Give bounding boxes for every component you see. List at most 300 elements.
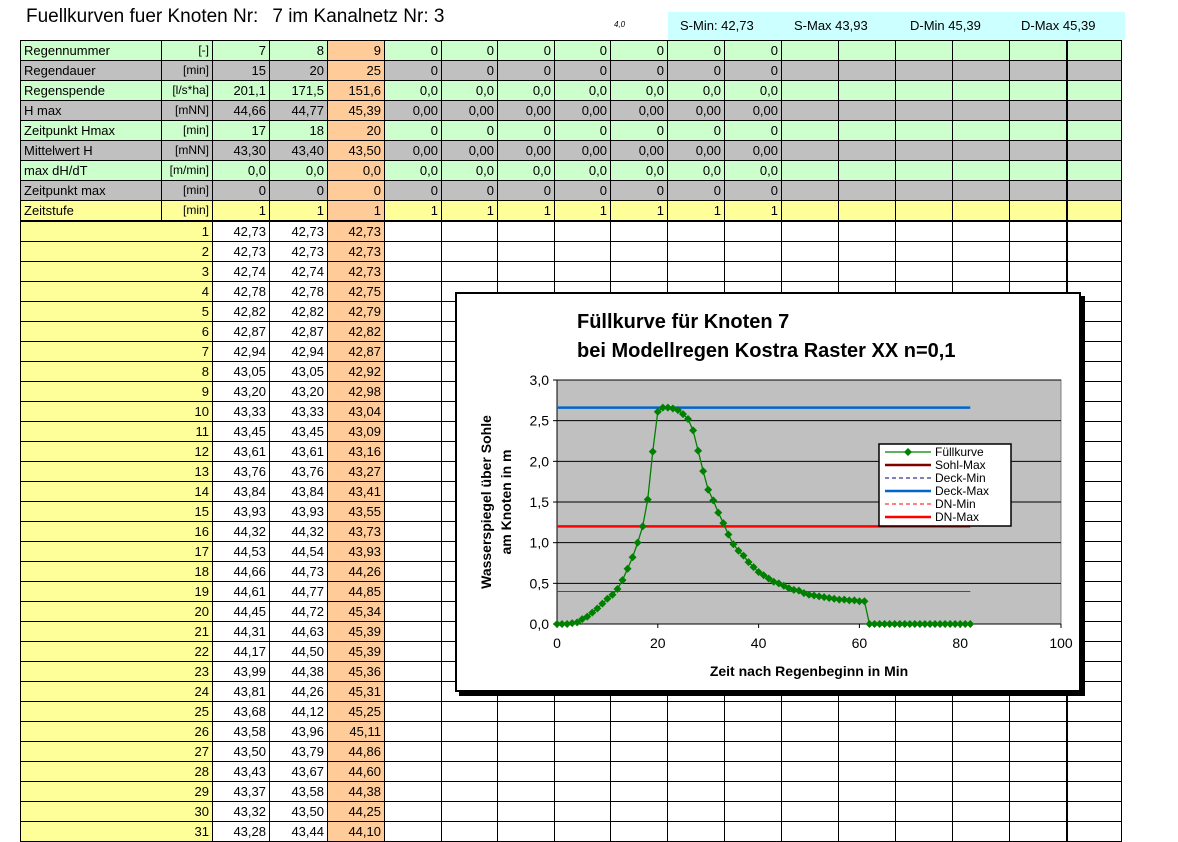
- value-cell[interactable]: 44,60: [328, 762, 385, 782]
- empty-cell[interactable]: [839, 782, 896, 802]
- param-label[interactable]: Regenspende: [21, 81, 162, 101]
- time-step-cell[interactable]: 10: [21, 402, 213, 422]
- empty-cell[interactable]: [896, 822, 953, 842]
- value-cell[interactable]: 44,50: [270, 642, 328, 662]
- value-cell[interactable]: 44,63: [270, 622, 328, 642]
- empty-cell[interactable]: [725, 822, 782, 842]
- empty-cell[interactable]: [385, 662, 442, 682]
- empty-cell[interactable]: [1067, 702, 1122, 722]
- value-cell[interactable]: 43,16: [328, 442, 385, 462]
- param-cell[interactable]: 0: [611, 61, 668, 81]
- value-cell[interactable]: 43,76: [270, 462, 328, 482]
- empty-cell[interactable]: [953, 81, 1010, 101]
- param-cell[interactable]: 0: [213, 181, 270, 201]
- empty-cell[interactable]: [555, 762, 611, 782]
- value-cell[interactable]: 42,78: [270, 282, 328, 302]
- value-cell[interactable]: 43,84: [270, 482, 328, 502]
- value-cell[interactable]: 43,55: [328, 502, 385, 522]
- empty-cell[interactable]: [385, 442, 442, 462]
- param-cell[interactable]: 1: [270, 201, 328, 222]
- empty-cell[interactable]: [385, 542, 442, 562]
- empty-cell[interactable]: [668, 262, 725, 282]
- param-cell[interactable]: 171,5: [270, 81, 328, 101]
- value-cell[interactable]: 42,73: [328, 221, 385, 242]
- value-cell[interactable]: 45,34: [328, 602, 385, 622]
- empty-cell[interactable]: [896, 262, 953, 282]
- empty-cell[interactable]: [498, 262, 555, 282]
- empty-cell[interactable]: [668, 802, 725, 822]
- empty-cell[interactable]: [442, 742, 498, 762]
- empty-cell[interactable]: [442, 702, 498, 722]
- empty-cell[interactable]: [896, 121, 953, 141]
- value-cell[interactable]: 44,53: [213, 542, 270, 562]
- param-cell[interactable]: 0: [442, 121, 498, 141]
- value-cell[interactable]: 42,87: [328, 342, 385, 362]
- param-label[interactable]: Mittelwert H: [21, 141, 162, 161]
- param-cell[interactable]: 43,40: [270, 141, 328, 161]
- param-cell[interactable]: 0,0: [385, 81, 442, 101]
- value-cell[interactable]: 42,78: [213, 282, 270, 302]
- param-unit[interactable]: [min]: [162, 181, 213, 201]
- empty-cell[interactable]: [953, 822, 1010, 842]
- empty-cell[interactable]: [385, 502, 442, 522]
- empty-cell[interactable]: [896, 742, 953, 762]
- empty-cell[interactable]: [1010, 722, 1067, 742]
- param-cell[interactable]: 0,0: [385, 161, 442, 181]
- empty-cell[interactable]: [839, 262, 896, 282]
- param-cell[interactable]: 0,0: [725, 161, 782, 181]
- empty-cell[interactable]: [953, 121, 1010, 141]
- param-cell[interactable]: 44,66: [213, 101, 270, 121]
- empty-cell[interactable]: [896, 722, 953, 742]
- empty-cell[interactable]: [442, 262, 498, 282]
- param-cell[interactable]: 0: [442, 181, 498, 201]
- param-label[interactable]: Zeitstufe: [21, 201, 162, 222]
- value-cell[interactable]: 42,94: [270, 342, 328, 362]
- empty-cell[interactable]: [725, 802, 782, 822]
- value-cell[interactable]: 43,27: [328, 462, 385, 482]
- empty-cell[interactable]: [1010, 121, 1067, 141]
- empty-cell[interactable]: [385, 402, 442, 422]
- empty-cell[interactable]: [782, 201, 839, 222]
- param-unit[interactable]: [m/min]: [162, 161, 213, 181]
- param-cell[interactable]: 0: [668, 121, 725, 141]
- value-cell[interactable]: 42,73: [270, 221, 328, 242]
- param-cell[interactable]: 0,0: [442, 161, 498, 181]
- empty-cell[interactable]: [896, 41, 953, 61]
- empty-cell[interactable]: [839, 762, 896, 782]
- empty-cell[interactable]: [953, 782, 1010, 802]
- empty-cell[interactable]: [896, 141, 953, 161]
- empty-cell[interactable]: [1010, 782, 1067, 802]
- param-cell[interactable]: 0: [555, 41, 611, 61]
- param-cell[interactable]: 1: [328, 201, 385, 222]
- empty-cell[interactable]: [385, 482, 442, 502]
- param-cell[interactable]: 0,0: [725, 81, 782, 101]
- empty-cell[interactable]: [1067, 141, 1122, 161]
- param-cell[interactable]: 1: [555, 201, 611, 222]
- empty-cell[interactable]: [385, 722, 442, 742]
- empty-cell[interactable]: [896, 702, 953, 722]
- value-cell[interactable]: 44,85: [328, 582, 385, 602]
- param-cell[interactable]: 0: [442, 61, 498, 81]
- empty-cell[interactable]: [611, 262, 668, 282]
- param-cell[interactable]: 0,00: [668, 101, 725, 121]
- time-step-cell[interactable]: 27: [21, 742, 213, 762]
- param-cell[interactable]: 0,00: [442, 101, 498, 121]
- empty-cell[interactable]: [385, 242, 442, 262]
- value-cell[interactable]: 42,73: [328, 242, 385, 262]
- value-cell[interactable]: 44,73: [270, 562, 328, 582]
- param-cell[interactable]: 8: [270, 41, 328, 61]
- empty-cell[interactable]: [953, 802, 1010, 822]
- empty-cell[interactable]: [385, 422, 442, 442]
- empty-cell[interactable]: [725, 221, 782, 242]
- empty-cell[interactable]: [555, 242, 611, 262]
- value-cell[interactable]: 44,17: [213, 642, 270, 662]
- empty-cell[interactable]: [839, 41, 896, 61]
- param-cell[interactable]: 0: [555, 181, 611, 201]
- param-cell[interactable]: 0,0: [498, 81, 555, 101]
- empty-cell[interactable]: [385, 382, 442, 402]
- value-cell[interactable]: 43,41: [328, 482, 385, 502]
- value-cell[interactable]: 44,26: [328, 562, 385, 582]
- param-cell[interactable]: 18: [270, 121, 328, 141]
- param-unit[interactable]: [mNN]: [162, 141, 213, 161]
- param-cell[interactable]: 44,77: [270, 101, 328, 121]
- value-cell[interactable]: 44,77: [270, 582, 328, 602]
- empty-cell[interactable]: [896, 81, 953, 101]
- empty-cell[interactable]: [385, 682, 442, 702]
- empty-cell[interactable]: [953, 201, 1010, 222]
- empty-cell[interactable]: [1010, 242, 1067, 262]
- empty-cell[interactable]: [839, 221, 896, 242]
- empty-cell[interactable]: [1010, 201, 1067, 222]
- time-step-cell[interactable]: 26: [21, 722, 213, 742]
- param-cell[interactable]: 1: [668, 201, 725, 222]
- param-cell[interactable]: 0: [328, 181, 385, 201]
- value-cell[interactable]: 42,82: [270, 302, 328, 322]
- time-step-cell[interactable]: 2: [21, 242, 213, 262]
- param-cell[interactable]: 0: [725, 61, 782, 81]
- value-cell[interactable]: 43,93: [213, 502, 270, 522]
- param-cell[interactable]: 0,00: [725, 101, 782, 121]
- empty-cell[interactable]: [1010, 101, 1067, 121]
- time-step-cell[interactable]: 8: [21, 362, 213, 382]
- empty-cell[interactable]: [385, 642, 442, 662]
- param-cell[interactable]: 0: [611, 41, 668, 61]
- empty-cell[interactable]: [668, 242, 725, 262]
- empty-cell[interactable]: [725, 262, 782, 282]
- param-cell[interactable]: 201,1: [213, 81, 270, 101]
- param-cell[interactable]: 9: [328, 41, 385, 61]
- value-cell[interactable]: 42,82: [328, 322, 385, 342]
- param-cell[interactable]: 0,0: [611, 81, 668, 101]
- value-cell[interactable]: 43,73: [328, 522, 385, 542]
- value-cell[interactable]: 44,32: [270, 522, 328, 542]
- empty-cell[interactable]: [1067, 722, 1122, 742]
- empty-cell[interactable]: [1010, 742, 1067, 762]
- empty-cell[interactable]: [1067, 742, 1122, 762]
- empty-cell[interactable]: [498, 702, 555, 722]
- param-cell[interactable]: 0: [442, 41, 498, 61]
- empty-cell[interactable]: [782, 121, 839, 141]
- value-cell[interactable]: 43,93: [270, 502, 328, 522]
- time-step-cell[interactable]: 14: [21, 482, 213, 502]
- empty-cell[interactable]: [385, 582, 442, 602]
- value-cell[interactable]: 42,73: [213, 242, 270, 262]
- empty-cell[interactable]: [953, 181, 1010, 201]
- empty-cell[interactable]: [896, 101, 953, 121]
- time-step-cell[interactable]: 21: [21, 622, 213, 642]
- empty-cell[interactable]: [782, 101, 839, 121]
- empty-cell[interactable]: [668, 822, 725, 842]
- value-cell[interactable]: 43,28: [213, 822, 270, 842]
- empty-cell[interactable]: [953, 242, 1010, 262]
- empty-cell[interactable]: [953, 262, 1010, 282]
- empty-cell[interactable]: [385, 702, 442, 722]
- empty-cell[interactable]: [555, 822, 611, 842]
- empty-cell[interactable]: [1010, 161, 1067, 181]
- param-unit[interactable]: [min]: [162, 61, 213, 81]
- param-cell[interactable]: 0,00: [385, 101, 442, 121]
- empty-cell[interactable]: [725, 742, 782, 762]
- param-cell[interactable]: 0: [385, 121, 442, 141]
- empty-cell[interactable]: [839, 61, 896, 81]
- time-step-cell[interactable]: 9: [21, 382, 213, 402]
- param-cell[interactable]: 1: [498, 201, 555, 222]
- value-cell[interactable]: 42,98: [328, 382, 385, 402]
- empty-cell[interactable]: [1067, 262, 1122, 282]
- empty-cell[interactable]: [782, 181, 839, 201]
- empty-cell[interactable]: [782, 61, 839, 81]
- time-step-cell[interactable]: 3: [21, 262, 213, 282]
- param-cell[interactable]: 0,00: [442, 141, 498, 161]
- empty-cell[interactable]: [611, 702, 668, 722]
- value-cell[interactable]: 44,54: [270, 542, 328, 562]
- value-cell[interactable]: 42,79: [328, 302, 385, 322]
- empty-cell[interactable]: [385, 602, 442, 622]
- empty-cell[interactable]: [668, 782, 725, 802]
- value-cell[interactable]: 44,12: [270, 702, 328, 722]
- empty-cell[interactable]: [782, 221, 839, 242]
- time-step-cell[interactable]: 22: [21, 642, 213, 662]
- empty-cell[interactable]: [953, 221, 1010, 242]
- value-cell[interactable]: 44,38: [270, 662, 328, 682]
- param-cell[interactable]: 0: [498, 41, 555, 61]
- empty-cell[interactable]: [953, 742, 1010, 762]
- param-label[interactable]: Regennummer: [21, 41, 162, 61]
- time-step-cell[interactable]: 6: [21, 322, 213, 342]
- value-cell[interactable]: 42,87: [270, 322, 328, 342]
- param-cell[interactable]: 43,50: [328, 141, 385, 161]
- param-label[interactable]: Zeitpunkt Hmax: [21, 121, 162, 141]
- empty-cell[interactable]: [725, 702, 782, 722]
- time-step-cell[interactable]: 16: [21, 522, 213, 542]
- param-cell[interactable]: 0: [611, 181, 668, 201]
- empty-cell[interactable]: [896, 762, 953, 782]
- param-label[interactable]: Regendauer: [21, 61, 162, 81]
- param-cell[interactable]: 1: [213, 201, 270, 222]
- value-cell[interactable]: 43,61: [270, 442, 328, 462]
- value-cell[interactable]: 43,33: [270, 402, 328, 422]
- empty-cell[interactable]: [782, 262, 839, 282]
- param-cell[interactable]: 0,00: [725, 141, 782, 161]
- param-cell[interactable]: 0: [385, 181, 442, 201]
- value-cell[interactable]: 43,99: [213, 662, 270, 682]
- param-cell[interactable]: 20: [328, 121, 385, 141]
- empty-cell[interactable]: [896, 782, 953, 802]
- value-cell[interactable]: 44,31: [213, 622, 270, 642]
- param-cell[interactable]: 1: [611, 201, 668, 222]
- empty-cell[interactable]: [725, 722, 782, 742]
- value-cell[interactable]: 42,74: [213, 262, 270, 282]
- empty-cell[interactable]: [611, 242, 668, 262]
- time-step-cell[interactable]: 13: [21, 462, 213, 482]
- time-step-cell[interactable]: 4: [21, 282, 213, 302]
- value-cell[interactable]: 43,61: [213, 442, 270, 462]
- param-cell[interactable]: 0,00: [555, 141, 611, 161]
- value-cell[interactable]: 42,87: [213, 322, 270, 342]
- empty-cell[interactable]: [611, 221, 668, 242]
- empty-cell[interactable]: [1067, 201, 1122, 222]
- empty-cell[interactable]: [1067, 101, 1122, 121]
- value-cell[interactable]: 43,04: [328, 402, 385, 422]
- param-cell[interactable]: 0: [385, 41, 442, 61]
- value-cell[interactable]: 45,39: [328, 622, 385, 642]
- time-step-cell[interactable]: 11: [21, 422, 213, 442]
- empty-cell[interactable]: [782, 141, 839, 161]
- value-cell[interactable]: 43,76: [213, 462, 270, 482]
- empty-cell[interactable]: [1010, 141, 1067, 161]
- value-cell[interactable]: 42,92: [328, 362, 385, 382]
- empty-cell[interactable]: [953, 141, 1010, 161]
- empty-cell[interactable]: [1067, 61, 1122, 81]
- value-cell[interactable]: 43,43: [213, 762, 270, 782]
- time-step-cell[interactable]: 1: [21, 221, 213, 242]
- param-cell[interactable]: 0,00: [498, 141, 555, 161]
- param-cell[interactable]: 0,00: [668, 141, 725, 161]
- empty-cell[interactable]: [839, 101, 896, 121]
- empty-cell[interactable]: [1010, 802, 1067, 822]
- empty-cell[interactable]: [668, 762, 725, 782]
- empty-cell[interactable]: [442, 762, 498, 782]
- param-cell[interactable]: 0,00: [385, 141, 442, 161]
- param-cell[interactable]: 15: [213, 61, 270, 81]
- value-cell[interactable]: 43,33: [213, 402, 270, 422]
- empty-cell[interactable]: [953, 161, 1010, 181]
- param-cell[interactable]: 0,0: [328, 161, 385, 181]
- param-unit[interactable]: [mNN]: [162, 101, 213, 121]
- empty-cell[interactable]: [385, 342, 442, 362]
- param-cell[interactable]: 0,0: [668, 81, 725, 101]
- param-cell[interactable]: 0,00: [611, 141, 668, 161]
- param-cell[interactable]: 17: [213, 121, 270, 141]
- value-cell[interactable]: 44,10: [328, 822, 385, 842]
- value-cell[interactable]: 43,67: [270, 762, 328, 782]
- empty-cell[interactable]: [725, 242, 782, 262]
- value-cell[interactable]: 43,05: [270, 362, 328, 382]
- empty-cell[interactable]: [1067, 81, 1122, 101]
- empty-cell[interactable]: [839, 242, 896, 262]
- empty-cell[interactable]: [896, 161, 953, 181]
- param-cell[interactable]: 0: [725, 121, 782, 141]
- param-cell[interactable]: 0,0: [442, 81, 498, 101]
- empty-cell[interactable]: [782, 802, 839, 822]
- empty-cell[interactable]: [839, 742, 896, 762]
- param-cell[interactable]: 0: [555, 61, 611, 81]
- param-cell[interactable]: 1: [725, 201, 782, 222]
- param-cell[interactable]: 0,0: [498, 161, 555, 181]
- value-cell[interactable]: 45,31: [328, 682, 385, 702]
- param-cell[interactable]: 45,39: [328, 101, 385, 121]
- empty-cell[interactable]: [668, 702, 725, 722]
- param-cell[interactable]: 1: [442, 201, 498, 222]
- empty-cell[interactable]: [725, 782, 782, 802]
- param-unit[interactable]: [min]: [162, 201, 213, 222]
- empty-cell[interactable]: [1010, 822, 1067, 842]
- empty-cell[interactable]: [953, 101, 1010, 121]
- empty-cell[interactable]: [1010, 41, 1067, 61]
- param-label[interactable]: H max: [21, 101, 162, 121]
- value-cell[interactable]: 43,32: [213, 802, 270, 822]
- value-cell[interactable]: 43,09: [328, 422, 385, 442]
- param-cell[interactable]: 0: [668, 41, 725, 61]
- param-cell[interactable]: 0: [611, 121, 668, 141]
- param-cell[interactable]: 0,00: [611, 101, 668, 121]
- time-step-cell[interactable]: 30: [21, 802, 213, 822]
- value-cell[interactable]: 43,58: [213, 722, 270, 742]
- param-cell[interactable]: 1: [385, 201, 442, 222]
- param-cell[interactable]: 0: [498, 121, 555, 141]
- value-cell[interactable]: 45,25: [328, 702, 385, 722]
- empty-cell[interactable]: [782, 722, 839, 742]
- empty-cell[interactable]: [953, 762, 1010, 782]
- empty-cell[interactable]: [1067, 782, 1122, 802]
- empty-cell[interactable]: [555, 221, 611, 242]
- value-cell[interactable]: 43,20: [270, 382, 328, 402]
- empty-cell[interactable]: [782, 742, 839, 762]
- empty-cell[interactable]: [442, 782, 498, 802]
- param-cell[interactable]: 0: [555, 121, 611, 141]
- time-step-cell[interactable]: 7: [21, 342, 213, 362]
- time-step-cell[interactable]: 24: [21, 682, 213, 702]
- empty-cell[interactable]: [839, 81, 896, 101]
- empty-cell[interactable]: [555, 262, 611, 282]
- empty-cell[interactable]: [385, 462, 442, 482]
- empty-cell[interactable]: [611, 722, 668, 742]
- time-step-cell[interactable]: 20: [21, 602, 213, 622]
- param-cell[interactable]: 25: [328, 61, 385, 81]
- empty-cell[interactable]: [385, 622, 442, 642]
- empty-cell[interactable]: [782, 702, 839, 722]
- empty-cell[interactable]: [1010, 181, 1067, 201]
- empty-cell[interactable]: [442, 802, 498, 822]
- empty-cell[interactable]: [385, 362, 442, 382]
- param-cell[interactable]: 0,0: [611, 161, 668, 181]
- empty-cell[interactable]: [611, 802, 668, 822]
- param-cell[interactable]: 0,0: [668, 161, 725, 181]
- empty-cell[interactable]: [385, 562, 442, 582]
- empty-cell[interactable]: [1067, 802, 1122, 822]
- value-cell[interactable]: 44,66: [213, 562, 270, 582]
- empty-cell[interactable]: [839, 822, 896, 842]
- value-cell[interactable]: 43,68: [213, 702, 270, 722]
- empty-cell[interactable]: [1010, 61, 1067, 81]
- param-unit[interactable]: [min]: [162, 121, 213, 141]
- value-cell[interactable]: 43,44: [270, 822, 328, 842]
- empty-cell[interactable]: [498, 762, 555, 782]
